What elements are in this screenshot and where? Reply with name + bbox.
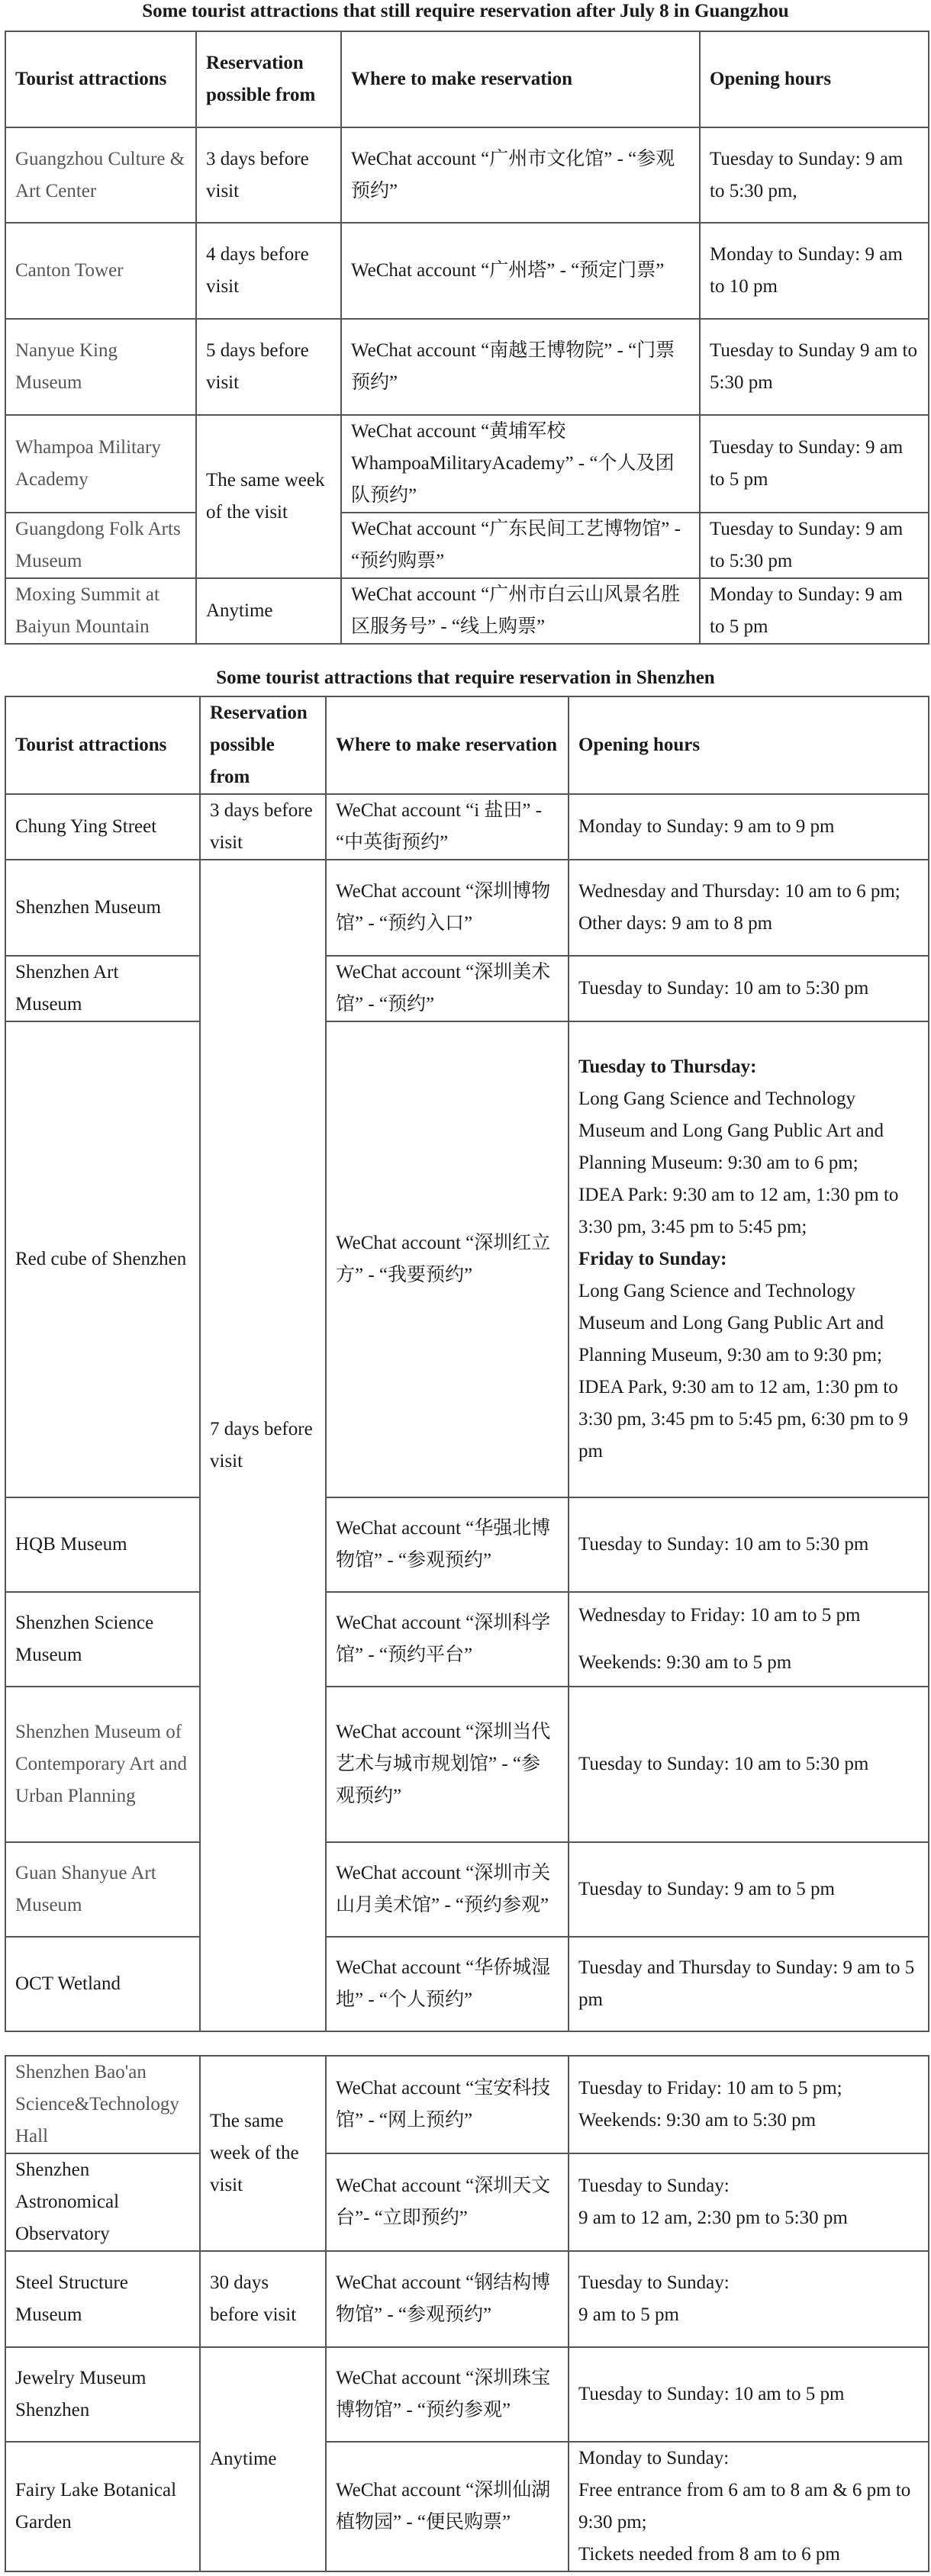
opening-hours-line: Tuesday to Sunday:	[578, 2176, 730, 2196]
reservation-from: 5 days before visit	[196, 319, 341, 415]
table-header-row	[5, 696, 929, 794]
header-attractions: Tourist attractions	[5, 696, 200, 794]
reservation-from: The same week of the visit	[200, 2056, 326, 2251]
reservation-where: WeChat account “钢结构博物馆” - “参观预约”	[326, 2251, 569, 2347]
shenzhen-table-title: Some tourist attractions that require reservation in Shenzhen	[216, 667, 715, 688]
table-row	[5, 860, 929, 956]
table-row	[5, 1687, 929, 1842]
table-row	[5, 2153, 929, 2251]
attraction-name: Shenzhen Astronomical Observatory	[5, 2153, 200, 2251]
table-row	[5, 223, 929, 319]
opening-hours: Tuesday to Sunday: 10 am to 5 pm	[569, 2347, 929, 2442]
reservation-where: WeChat account “深圳美术馆” - “预约”	[326, 956, 569, 1021]
attraction-name: Chung Ying Street	[5, 794, 200, 860]
guangzhou-table-title: Some tourist attractions that still require reservation after July 8 in Guangzhou	[142, 1, 789, 21]
reservation-where: WeChat account “深圳珠宝博物馆” - “预约参观”	[326, 2347, 569, 2442]
reservation-from: 7 days before visit	[200, 860, 326, 2031]
opening-hours	[569, 1592, 929, 1687]
opening-hours-line: Long Gang Science and Technology Museum and Long Gang Public Art and Planning Museum, 9:30 am to 9:30 pm;	[578, 1281, 884, 1365]
attraction-name: Guangdong Folk Arts Museum	[5, 513, 196, 578]
table-row	[5, 2347, 929, 2442]
table-row	[5, 2442, 929, 2571]
hours-subheading: Tuesday to Thursday:	[578, 1056, 757, 1077]
reservation-where: WeChat account “广州市白云山风景名胜区服务号” - “线上购票”	[341, 578, 700, 644]
reservation-where: WeChat account “深圳科学馆” - “预约平台”	[326, 1592, 569, 1687]
attraction-name: Shenzhen Museum of Contemporary Art and Urban Planning	[5, 1687, 200, 1842]
reservation-where: WeChat account “深圳市关山月美术馆” - “预约参观”	[326, 1842, 569, 1937]
attraction-name: Jewelry Museum Shenzhen	[5, 2347, 200, 2442]
reservation-where: WeChat account “华侨城湿地” - “个人预约”	[326, 1937, 569, 2031]
attraction-name: Steel Structure Museum	[5, 2251, 200, 2347]
table-row	[5, 794, 929, 860]
reservation-where: WeChat account “深圳仙湖植物园” - “便民购票”	[326, 2442, 569, 2571]
reservation-where: WeChat account “广东民间工艺博物馆” - “预约购票”	[341, 513, 700, 578]
attraction-name: Whampoa Military Academy	[5, 415, 196, 513]
reservation-where: WeChat account “广州市文化馆” - “参观预约”	[341, 127, 700, 223]
reservation-where: WeChat account “深圳红立方” - “我要预约”	[326, 1021, 569, 1497]
reservation-where: WeChat account “深圳天文台”- “立即预约”	[326, 2153, 569, 2251]
header-reservation-from: Reservation possible from	[196, 31, 341, 127]
header-where: Where to make reservation	[326, 696, 569, 794]
table-row	[5, 415, 929, 513]
opening-hours: Tuesday to Sunday: 10 am to 5:30 pm	[569, 956, 929, 1021]
opening-hours: Tuesday to Sunday 9 am to 5:30 pm	[700, 319, 929, 415]
reservation-where: WeChat account “深圳博物馆” - “预约入口”	[326, 860, 569, 956]
header-attractions: Tourist attractions	[5, 31, 196, 127]
opening-hours: Tuesday to Sunday: 9 am to 5 pm	[700, 415, 929, 513]
attraction-name: Red cube of Shenzhen	[5, 1021, 200, 1497]
table-row	[5, 319, 929, 415]
opening-hours: Tuesday and Thursday to Sunday: 9 am to 5 pm	[569, 1937, 929, 2031]
table-header-row	[5, 31, 929, 127]
table-row	[5, 1592, 929, 1687]
attraction-name: Shenzhen Science Museum	[5, 1592, 200, 1687]
shenzhen-table-continued	[5, 2055, 929, 2572]
table-row	[5, 513, 929, 578]
reservation-where: WeChat account “i 盐田” - “中英街预约”	[326, 794, 569, 860]
opening-hours-line: Monday to Sunday:	[578, 2448, 730, 2468]
attraction-name: Guangzhou Culture & Art Center	[5, 127, 196, 223]
reservation-where: WeChat account “南越王博物院” - “门票预约”	[341, 319, 700, 415]
header-reservation-from: Reservation possible from	[200, 696, 326, 794]
header-hours: Opening hours	[700, 31, 929, 127]
opening-hours-line: Tickets needed from 8 am to 6 pm	[578, 2544, 840, 2565]
opening-hours: Monday to Sunday: 9 am to 5 pm	[700, 578, 929, 644]
header-where: Where to make reservation	[341, 31, 700, 127]
attraction-name: Fairy Lake Botanical Garden	[5, 2442, 200, 2571]
attraction-name: Moxing Summit at Baiyun Mountain	[5, 578, 196, 644]
opening-hours: Monday to Sunday: 9 am to 10 pm	[700, 223, 929, 319]
reservation-from: Anytime	[200, 2347, 326, 2571]
attraction-name: OCT Wetland	[5, 1937, 200, 2031]
attraction-name: HQB Museum	[5, 1497, 200, 1592]
attraction-name: Shenzhen Bao'an Science&Technology Hall	[5, 2056, 200, 2153]
opening-hours	[569, 1021, 929, 1497]
opening-hours: Tuesday to Sunday: 9 am to 5 pm	[569, 1842, 929, 1937]
table-row	[5, 578, 929, 644]
opening-hours	[569, 2251, 929, 2347]
reservation-from: Anytime	[196, 578, 341, 644]
table-row	[5, 2251, 929, 2347]
opening-hours-line: Weekends: 9:30 am to 5 pm	[578, 1652, 792, 1673]
reservation-from: 30 days before visit	[200, 2251, 326, 2347]
opening-hours-line: Wednesday and Thursday: 10 am to 6 pm;	[578, 881, 900, 902]
reservation-where: WeChat account “宝安科技馆” - “网上预约”	[326, 2056, 569, 2153]
opening-hours-line: Long Gang Science and Technology Museum and Long Gang Public Art and Planning Museum: 9:30 am to 6 pm;	[578, 1089, 884, 1173]
opening-hours	[569, 860, 929, 956]
opening-hours-line: Free entrance from 6 am to 8 am & 6 pm to 9:30 pm;	[578, 2480, 911, 2533]
table-row	[5, 2056, 929, 2153]
opening-hours-line: IDEA Park: 9:30 am to 12 am, 1:30 pm to 3:30 pm, 3:45 pm to 5:45 pm;	[578, 1185, 899, 1237]
opening-hours-line: Wednesday to Friday: 10 am to 5 pm	[578, 1605, 861, 1626]
table-row	[5, 956, 929, 1021]
reservation-where: WeChat account “深圳当代艺术与城市规划馆” - “参观预约”	[326, 1687, 569, 1842]
opening-hours-line: 9 am to 5 pm	[578, 2304, 679, 2325]
opening-hours-line: Weekends: 9:30 am to 5:30 pm	[578, 2110, 817, 2131]
reservation-from: 3 days before visit	[200, 794, 326, 860]
opening-hours-line: Tuesday to Sunday:	[578, 2272, 730, 2293]
reservation-where: WeChat account “广州塔” - “预定门票”	[341, 223, 700, 319]
reservation-where: WeChat account “华强北博物馆” - “参观预约”	[326, 1497, 569, 1592]
attraction-name: Nanyue King Museum	[5, 319, 196, 415]
table-row	[5, 1497, 929, 1592]
shenzhen-table	[5, 696, 929, 2032]
reservation-from: 4 days before visit	[196, 223, 341, 319]
table-row	[5, 1021, 929, 1497]
opening-hours: Monday to Sunday: 9 am to 9 pm	[569, 794, 929, 860]
opening-hours: Tuesday to Sunday: 9 am to 5:30 pm,	[700, 127, 929, 223]
attraction-name: Shenzhen Art Museum	[5, 956, 200, 1021]
table-row	[5, 1937, 929, 2031]
hours-subheading: Friday to Sunday:	[578, 1249, 727, 1269]
table-row	[5, 127, 929, 223]
attraction-name: Canton Tower	[5, 223, 196, 319]
opening-hours-line: IDEA Park, 9:30 am to 12 am, 1:30 pm to 3:30 pm, 3:45 pm to 5:45 pm, 6:30 pm to 9 pm	[578, 1377, 908, 1462]
opening-hours	[569, 2056, 929, 2153]
attraction-name: Guan Shanyue Art Museum	[5, 1842, 200, 1937]
attraction-name: Shenzhen Museum	[5, 860, 200, 956]
opening-hours: Tuesday to Sunday: 10 am to 5:30 pm	[569, 1497, 929, 1592]
guangzhou-table	[5, 31, 929, 645]
opening-hours	[569, 2153, 929, 2251]
reservation-from: 3 days before visit	[196, 127, 341, 223]
header-hours: Opening hours	[569, 696, 929, 794]
opening-hours: Tuesday to Sunday: 9 am to 5:30 pm	[700, 513, 929, 578]
opening-hours	[569, 2442, 929, 2571]
opening-hours-line: 9 am to 12 am, 2:30 pm to 5:30 pm	[578, 2208, 848, 2228]
reservation-where: WeChat account “黄埔军校WhampoaMilitaryAcademy” - “个人及团队预约”	[341, 415, 700, 513]
table-row	[5, 1842, 929, 1937]
opening-hours: Tuesday to Sunday: 10 am to 5:30 pm	[569, 1687, 929, 1842]
opening-hours-line: Other days: 9 am to 8 pm	[578, 913, 773, 934]
opening-hours-line: Tuesday to Friday: 10 am to 5 pm;	[578, 2078, 842, 2098]
reservation-from: The same week of the visit	[196, 415, 341, 578]
